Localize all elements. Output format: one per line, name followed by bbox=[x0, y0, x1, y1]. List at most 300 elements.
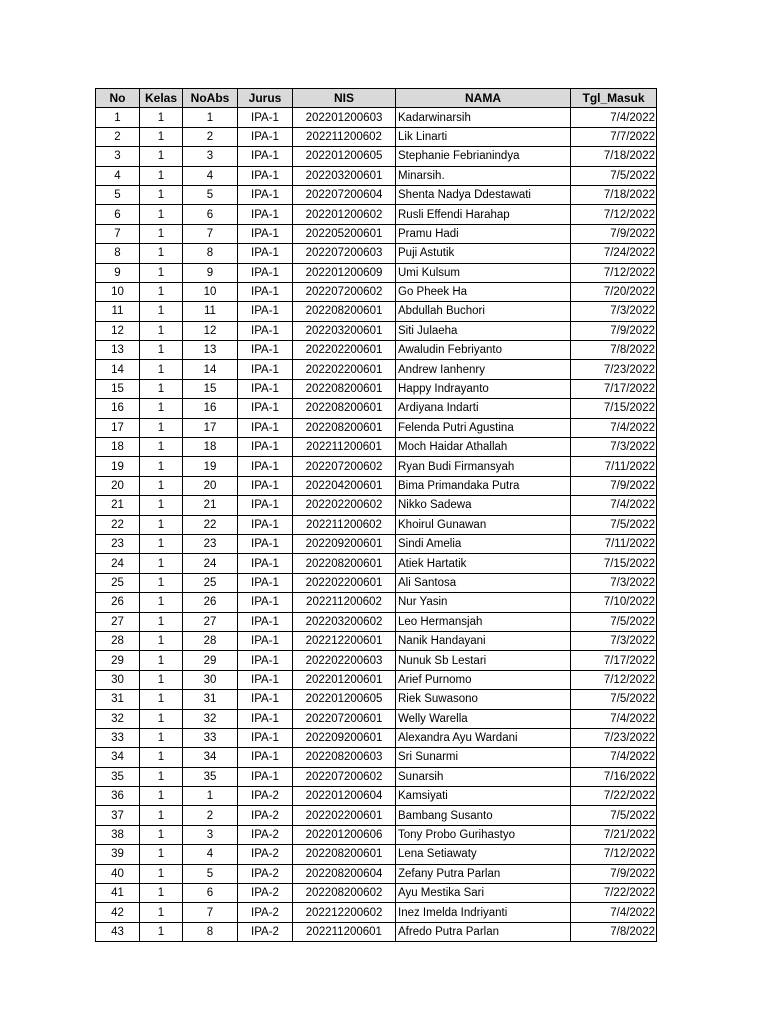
cell-kelas: 1 bbox=[140, 438, 183, 457]
cell-noabs: 9 bbox=[183, 263, 238, 282]
cell-no: 22 bbox=[96, 515, 140, 534]
table-row bbox=[96, 670, 657, 689]
cell-kelas: 1 bbox=[140, 806, 183, 825]
cell-jurus: IPA-2 bbox=[238, 825, 293, 844]
table-row bbox=[96, 127, 657, 146]
cell-nis: 202201200605 bbox=[293, 690, 396, 709]
cell-jurus: IPA-1 bbox=[238, 554, 293, 573]
cell-kelas: 1 bbox=[140, 534, 183, 553]
cell-no: 35 bbox=[96, 767, 140, 786]
cell-kelas: 1 bbox=[140, 884, 183, 903]
table-row bbox=[96, 767, 657, 786]
cell-noabs: 19 bbox=[183, 457, 238, 476]
cell-kelas: 1 bbox=[140, 379, 183, 398]
cell-kelas: 1 bbox=[140, 282, 183, 301]
cell-tgl-masuk: 7/5/2022 bbox=[571, 612, 657, 631]
cell-noabs: 34 bbox=[183, 748, 238, 767]
cell-jurus: IPA-1 bbox=[238, 709, 293, 728]
table-row bbox=[96, 612, 657, 631]
cell-nis: 202203200601 bbox=[293, 321, 396, 340]
cell-kelas: 1 bbox=[140, 205, 183, 224]
cell-kelas: 1 bbox=[140, 302, 183, 321]
table-row bbox=[96, 224, 657, 243]
cell-kelas: 1 bbox=[140, 341, 183, 360]
cell-nis: 202208200601 bbox=[293, 399, 396, 418]
cell-nis: 202207200602 bbox=[293, 457, 396, 476]
cell-no: 15 bbox=[96, 379, 140, 398]
cell-nis: 202211200602 bbox=[293, 515, 396, 534]
cell-jurus: IPA-1 bbox=[238, 476, 293, 495]
cell-nis: 202211200601 bbox=[293, 922, 396, 941]
cell-no: 2 bbox=[96, 127, 140, 146]
cell-nama: Ryan Budi Firmansyah bbox=[396, 457, 571, 476]
cell-nis: 202208200601 bbox=[293, 418, 396, 437]
cell-noabs: 13 bbox=[183, 341, 238, 360]
table-row bbox=[96, 302, 657, 321]
cell-tgl-masuk: 7/24/2022 bbox=[571, 244, 657, 263]
cell-nama: Lena Setiawaty bbox=[396, 845, 571, 864]
table-row bbox=[96, 515, 657, 534]
cell-jurus: IPA-1 bbox=[238, 224, 293, 243]
cell-kelas: 1 bbox=[140, 573, 183, 592]
cell-nama: Ayu Mestika Sari bbox=[396, 884, 571, 903]
table-row bbox=[96, 806, 657, 825]
cell-no: 27 bbox=[96, 612, 140, 631]
cell-no: 40 bbox=[96, 864, 140, 883]
cell-jurus: IPA-1 bbox=[238, 593, 293, 612]
cell-kelas: 1 bbox=[140, 476, 183, 495]
cell-tgl-masuk: 7/4/2022 bbox=[571, 418, 657, 437]
cell-nis: 202208200601 bbox=[293, 302, 396, 321]
cell-noabs: 2 bbox=[183, 806, 238, 825]
cell-tgl-masuk: 7/5/2022 bbox=[571, 515, 657, 534]
cell-kelas: 1 bbox=[140, 845, 183, 864]
cell-noabs: 33 bbox=[183, 728, 238, 747]
cell-tgl-masuk: 7/9/2022 bbox=[571, 224, 657, 243]
cell-nama: Nanik Handayani bbox=[396, 631, 571, 650]
cell-no: 43 bbox=[96, 922, 140, 941]
cell-tgl-masuk: 7/3/2022 bbox=[571, 438, 657, 457]
cell-tgl-masuk: 7/8/2022 bbox=[571, 922, 657, 941]
cell-noabs: 4 bbox=[183, 845, 238, 864]
table-row bbox=[96, 457, 657, 476]
table-row bbox=[96, 864, 657, 883]
table-row bbox=[96, 554, 657, 573]
cell-nis: 202207200602 bbox=[293, 767, 396, 786]
cell-noabs: 22 bbox=[183, 515, 238, 534]
cell-jurus: IPA-1 bbox=[238, 767, 293, 786]
cell-no: 33 bbox=[96, 728, 140, 747]
cell-nama: Felenda Putri Agustina bbox=[396, 418, 571, 437]
table-row bbox=[96, 496, 657, 515]
table-row bbox=[96, 922, 657, 941]
cell-nis: 202202200601 bbox=[293, 806, 396, 825]
cell-tgl-masuk: 7/8/2022 bbox=[571, 341, 657, 360]
cell-noabs: 7 bbox=[183, 903, 238, 922]
cell-nama: Nur Yasin bbox=[396, 593, 571, 612]
cell-nis: 202209200601 bbox=[293, 534, 396, 553]
cell-nis: 202207200604 bbox=[293, 185, 396, 204]
cell-tgl-masuk: 7/12/2022 bbox=[571, 263, 657, 282]
cell-nama: Atiek Hartatik bbox=[396, 554, 571, 573]
cell-nama: Siti Julaeha bbox=[396, 321, 571, 340]
cell-no: 16 bbox=[96, 399, 140, 418]
cell-noabs: 1 bbox=[183, 108, 238, 127]
cell-jurus: IPA-1 bbox=[238, 690, 293, 709]
cell-nama: Kamsiyati bbox=[396, 787, 571, 806]
cell-jurus: IPA-1 bbox=[238, 147, 293, 166]
cell-no: 41 bbox=[96, 884, 140, 903]
cell-jurus: IPA-1 bbox=[238, 108, 293, 127]
table-row bbox=[96, 263, 657, 282]
cell-no: 4 bbox=[96, 166, 140, 185]
cell-nis: 202205200601 bbox=[293, 224, 396, 243]
cell-jurus: IPA-1 bbox=[238, 573, 293, 592]
cell-nis: 202208200603 bbox=[293, 748, 396, 767]
table-row bbox=[96, 321, 657, 340]
cell-nama: Ali Santosa bbox=[396, 573, 571, 592]
table-row bbox=[96, 534, 657, 553]
cell-noabs: 16 bbox=[183, 399, 238, 418]
table-row bbox=[96, 651, 657, 670]
cell-nama: Shenta Nadya Ddestawati bbox=[396, 185, 571, 204]
cell-jurus: IPA-1 bbox=[238, 379, 293, 398]
cell-tgl-masuk: 7/4/2022 bbox=[571, 108, 657, 127]
cell-tgl-masuk: 7/9/2022 bbox=[571, 476, 657, 495]
cell-nama: Stephanie Febrianindya bbox=[396, 147, 571, 166]
cell-jurus: IPA-1 bbox=[238, 321, 293, 340]
column-header-no: No bbox=[96, 89, 140, 108]
cell-kelas: 1 bbox=[140, 593, 183, 612]
cell-kelas: 1 bbox=[140, 418, 183, 437]
cell-tgl-masuk: 7/4/2022 bbox=[571, 709, 657, 728]
table-row bbox=[96, 631, 657, 650]
cell-nis: 202208200604 bbox=[293, 864, 396, 883]
cell-no: 37 bbox=[96, 806, 140, 825]
cell-nama: Inez Imelda Indriyanti bbox=[396, 903, 571, 922]
cell-tgl-masuk: 7/4/2022 bbox=[571, 496, 657, 515]
cell-jurus: IPA-1 bbox=[238, 127, 293, 146]
cell-jurus: IPA-1 bbox=[238, 457, 293, 476]
cell-nis: 202207200602 bbox=[293, 282, 396, 301]
cell-no: 18 bbox=[96, 438, 140, 457]
cell-noabs: 30 bbox=[183, 670, 238, 689]
cell-tgl-masuk: 7/23/2022 bbox=[571, 728, 657, 747]
cell-noabs: 3 bbox=[183, 825, 238, 844]
cell-tgl-masuk: 7/5/2022 bbox=[571, 806, 657, 825]
cell-nama: Happy Indrayanto bbox=[396, 379, 571, 398]
cell-tgl-masuk: 7/20/2022 bbox=[571, 282, 657, 301]
cell-no: 5 bbox=[96, 185, 140, 204]
cell-tgl-masuk: 7/3/2022 bbox=[571, 631, 657, 650]
cell-nis: 202212200602 bbox=[293, 903, 396, 922]
cell-nama: Rusli Effendi Harahap bbox=[396, 205, 571, 224]
cell-tgl-masuk: 7/7/2022 bbox=[571, 127, 657, 146]
cell-jurus: IPA-2 bbox=[238, 806, 293, 825]
cell-nis: 202211200602 bbox=[293, 127, 396, 146]
cell-jurus: IPA-1 bbox=[238, 438, 293, 457]
cell-tgl-masuk: 7/12/2022 bbox=[571, 670, 657, 689]
table-row bbox=[96, 884, 657, 903]
header-row bbox=[96, 89, 657, 108]
cell-noabs: 8 bbox=[183, 922, 238, 941]
table-row bbox=[96, 709, 657, 728]
cell-no: 10 bbox=[96, 282, 140, 301]
cell-noabs: 25 bbox=[183, 573, 238, 592]
cell-no: 39 bbox=[96, 845, 140, 864]
cell-nama: Sri Sunarmi bbox=[396, 748, 571, 767]
cell-nama: Sunarsih bbox=[396, 767, 571, 786]
cell-tgl-masuk: 7/5/2022 bbox=[571, 166, 657, 185]
table-row bbox=[96, 166, 657, 185]
cell-jurus: IPA-2 bbox=[238, 864, 293, 883]
cell-jurus: IPA-1 bbox=[238, 496, 293, 515]
cell-jurus: IPA-1 bbox=[238, 282, 293, 301]
cell-jurus: IPA-2 bbox=[238, 884, 293, 903]
cell-tgl-masuk: 7/5/2022 bbox=[571, 690, 657, 709]
cell-noabs: 28 bbox=[183, 631, 238, 650]
cell-nis: 202201200603 bbox=[293, 108, 396, 127]
cell-nis: 202203200601 bbox=[293, 166, 396, 185]
cell-kelas: 1 bbox=[140, 767, 183, 786]
cell-jurus: IPA-1 bbox=[238, 534, 293, 553]
table-row bbox=[96, 379, 657, 398]
cell-nama: Leo Hermansjah bbox=[396, 612, 571, 631]
cell-noabs: 21 bbox=[183, 496, 238, 515]
cell-no: 14 bbox=[96, 360, 140, 379]
cell-nama: Kadarwinarsih bbox=[396, 108, 571, 127]
cell-jurus: IPA-2 bbox=[238, 845, 293, 864]
cell-kelas: 1 bbox=[140, 651, 183, 670]
cell-tgl-masuk: 7/11/2022 bbox=[571, 457, 657, 476]
cell-nis: 202208200602 bbox=[293, 884, 396, 903]
cell-no: 17 bbox=[96, 418, 140, 437]
cell-nama: Alexandra Ayu Wardani bbox=[396, 728, 571, 747]
cell-tgl-masuk: 7/3/2022 bbox=[571, 302, 657, 321]
column-header-tgl-masuk: Tgl_Masuk bbox=[571, 89, 657, 108]
cell-no: 21 bbox=[96, 496, 140, 515]
cell-noabs: 3 bbox=[183, 147, 238, 166]
cell-jurus: IPA-1 bbox=[238, 670, 293, 689]
cell-kelas: 1 bbox=[140, 185, 183, 204]
cell-jurus: IPA-1 bbox=[238, 302, 293, 321]
cell-kelas: 1 bbox=[140, 825, 183, 844]
cell-nis: 202201200601 bbox=[293, 670, 396, 689]
cell-nis: 202202200601 bbox=[293, 360, 396, 379]
cell-nama: Puji Astutik bbox=[396, 244, 571, 263]
cell-nis: 202207200601 bbox=[293, 709, 396, 728]
cell-jurus: IPA-1 bbox=[238, 418, 293, 437]
student-table bbox=[95, 88, 657, 942]
column-header-nama: NAMA bbox=[396, 89, 571, 108]
cell-nis: 202209200601 bbox=[293, 728, 396, 747]
cell-tgl-masuk: 7/12/2022 bbox=[571, 845, 657, 864]
cell-nama: Riek Suwasono bbox=[396, 690, 571, 709]
cell-kelas: 1 bbox=[140, 612, 183, 631]
cell-nis: 202211200602 bbox=[293, 593, 396, 612]
cell-tgl-masuk: 7/17/2022 bbox=[571, 379, 657, 398]
cell-tgl-masuk: 7/15/2022 bbox=[571, 399, 657, 418]
cell-noabs: 26 bbox=[183, 593, 238, 612]
table-row bbox=[96, 438, 657, 457]
cell-nis: 202208200601 bbox=[293, 845, 396, 864]
cell-kelas: 1 bbox=[140, 903, 183, 922]
cell-nis: 202202200603 bbox=[293, 651, 396, 670]
cell-nis: 202202200601 bbox=[293, 573, 396, 592]
cell-kelas: 1 bbox=[140, 127, 183, 146]
cell-kelas: 1 bbox=[140, 690, 183, 709]
cell-nis: 202201200606 bbox=[293, 825, 396, 844]
cell-tgl-masuk: 7/18/2022 bbox=[571, 147, 657, 166]
table-row bbox=[96, 108, 657, 127]
cell-kelas: 1 bbox=[140, 787, 183, 806]
cell-no: 34 bbox=[96, 748, 140, 767]
cell-nis: 202208200601 bbox=[293, 379, 396, 398]
cell-no: 3 bbox=[96, 147, 140, 166]
cell-kelas: 1 bbox=[140, 147, 183, 166]
cell-noabs: 5 bbox=[183, 185, 238, 204]
cell-tgl-masuk: 7/17/2022 bbox=[571, 651, 657, 670]
table-row bbox=[96, 903, 657, 922]
cell-tgl-masuk: 7/18/2022 bbox=[571, 185, 657, 204]
cell-jurus: IPA-1 bbox=[238, 515, 293, 534]
cell-noabs: 15 bbox=[183, 379, 238, 398]
cell-nama: Lik Linarti bbox=[396, 127, 571, 146]
table-row bbox=[96, 690, 657, 709]
cell-no: 7 bbox=[96, 224, 140, 243]
cell-jurus: IPA-1 bbox=[238, 205, 293, 224]
cell-nama: Pramu Hadi bbox=[396, 224, 571, 243]
cell-noabs: 31 bbox=[183, 690, 238, 709]
cell-jurus: IPA-1 bbox=[238, 360, 293, 379]
cell-jurus: IPA-1 bbox=[238, 263, 293, 282]
column-header-noabs: NoAbs bbox=[183, 89, 238, 108]
cell-kelas: 1 bbox=[140, 399, 183, 418]
cell-nis: 202201200605 bbox=[293, 147, 396, 166]
cell-tgl-masuk: 7/23/2022 bbox=[571, 360, 657, 379]
cell-noabs: 20 bbox=[183, 476, 238, 495]
cell-jurus: IPA-1 bbox=[238, 631, 293, 650]
cell-nama: Bambang Susanto bbox=[396, 806, 571, 825]
cell-noabs: 6 bbox=[183, 205, 238, 224]
cell-tgl-masuk: 7/12/2022 bbox=[571, 205, 657, 224]
cell-kelas: 1 bbox=[140, 631, 183, 650]
cell-tgl-masuk: 7/15/2022 bbox=[571, 554, 657, 573]
cell-tgl-masuk: 7/21/2022 bbox=[571, 825, 657, 844]
cell-kelas: 1 bbox=[140, 748, 183, 767]
cell-nama: Nikko Sadewa bbox=[396, 496, 571, 515]
cell-nama: Khoirul Gunawan bbox=[396, 515, 571, 534]
table-row bbox=[96, 825, 657, 844]
cell-jurus: IPA-1 bbox=[238, 728, 293, 747]
table-row bbox=[96, 845, 657, 864]
cell-tgl-masuk: 7/10/2022 bbox=[571, 593, 657, 612]
cell-nama: Zefany Putra Parlan bbox=[396, 864, 571, 883]
cell-tgl-masuk: 7/4/2022 bbox=[571, 903, 657, 922]
cell-nama: Awaludin Febriyanto bbox=[396, 341, 571, 360]
cell-no: 31 bbox=[96, 690, 140, 709]
cell-noabs: 23 bbox=[183, 534, 238, 553]
cell-no: 32 bbox=[96, 709, 140, 728]
cell-tgl-masuk: 7/11/2022 bbox=[571, 534, 657, 553]
cell-nis: 202212200601 bbox=[293, 631, 396, 650]
cell-jurus: IPA-2 bbox=[238, 787, 293, 806]
cell-nama: Sindi Amelia bbox=[396, 534, 571, 553]
table-row bbox=[96, 728, 657, 747]
cell-jurus: IPA-2 bbox=[238, 922, 293, 941]
cell-nis: 202201200604 bbox=[293, 787, 396, 806]
cell-no: 25 bbox=[96, 573, 140, 592]
cell-noabs: 27 bbox=[183, 612, 238, 631]
cell-no: 29 bbox=[96, 651, 140, 670]
cell-no: 12 bbox=[96, 321, 140, 340]
cell-nama: Nunuk Sb Lestari bbox=[396, 651, 571, 670]
cell-nis: 202203200602 bbox=[293, 612, 396, 631]
column-header-jurus: Jurus bbox=[238, 89, 293, 108]
cell-tgl-masuk: 7/22/2022 bbox=[571, 884, 657, 903]
cell-jurus: IPA-2 bbox=[238, 903, 293, 922]
cell-no: 38 bbox=[96, 825, 140, 844]
cell-noabs: 29 bbox=[183, 651, 238, 670]
cell-kelas: 1 bbox=[140, 728, 183, 747]
cell-noabs: 17 bbox=[183, 418, 238, 437]
cell-noabs: 7 bbox=[183, 224, 238, 243]
cell-kelas: 1 bbox=[140, 263, 183, 282]
cell-no: 30 bbox=[96, 670, 140, 689]
cell-tgl-masuk: 7/9/2022 bbox=[571, 321, 657, 340]
table-row bbox=[96, 399, 657, 418]
cell-tgl-masuk: 7/3/2022 bbox=[571, 573, 657, 592]
cell-no: 1 bbox=[96, 108, 140, 127]
cell-no: 42 bbox=[96, 903, 140, 922]
cell-no: 24 bbox=[96, 554, 140, 573]
cell-nama: Umi Kulsum bbox=[396, 263, 571, 282]
table-row bbox=[96, 593, 657, 612]
table-row bbox=[96, 748, 657, 767]
cell-jurus: IPA-1 bbox=[238, 166, 293, 185]
cell-jurus: IPA-1 bbox=[238, 244, 293, 263]
cell-noabs: 4 bbox=[183, 166, 238, 185]
cell-kelas: 1 bbox=[140, 457, 183, 476]
table-row bbox=[96, 341, 657, 360]
cell-tgl-masuk: 7/4/2022 bbox=[571, 748, 657, 767]
cell-nama: Tony Probo Gurihastyo bbox=[396, 825, 571, 844]
cell-no: 20 bbox=[96, 476, 140, 495]
cell-no: 23 bbox=[96, 534, 140, 553]
cell-nis: 202207200603 bbox=[293, 244, 396, 263]
table-row bbox=[96, 185, 657, 204]
cell-kelas: 1 bbox=[140, 709, 183, 728]
cell-kelas: 1 bbox=[140, 321, 183, 340]
cell-kelas: 1 bbox=[140, 515, 183, 534]
cell-jurus: IPA-1 bbox=[238, 612, 293, 631]
table-row bbox=[96, 476, 657, 495]
cell-noabs: 1 bbox=[183, 787, 238, 806]
cell-no: 19 bbox=[96, 457, 140, 476]
cell-no: 28 bbox=[96, 631, 140, 650]
table-row bbox=[96, 147, 657, 166]
cell-nis: 202201200609 bbox=[293, 263, 396, 282]
cell-noabs: 6 bbox=[183, 884, 238, 903]
table-row bbox=[96, 418, 657, 437]
cell-noabs: 8 bbox=[183, 244, 238, 263]
cell-kelas: 1 bbox=[140, 670, 183, 689]
table-row bbox=[96, 787, 657, 806]
cell-nama: Minarsih. bbox=[396, 166, 571, 185]
cell-kelas: 1 bbox=[140, 244, 183, 263]
cell-nama: Bima Primandaka Putra bbox=[396, 476, 571, 495]
cell-kelas: 1 bbox=[140, 496, 183, 515]
